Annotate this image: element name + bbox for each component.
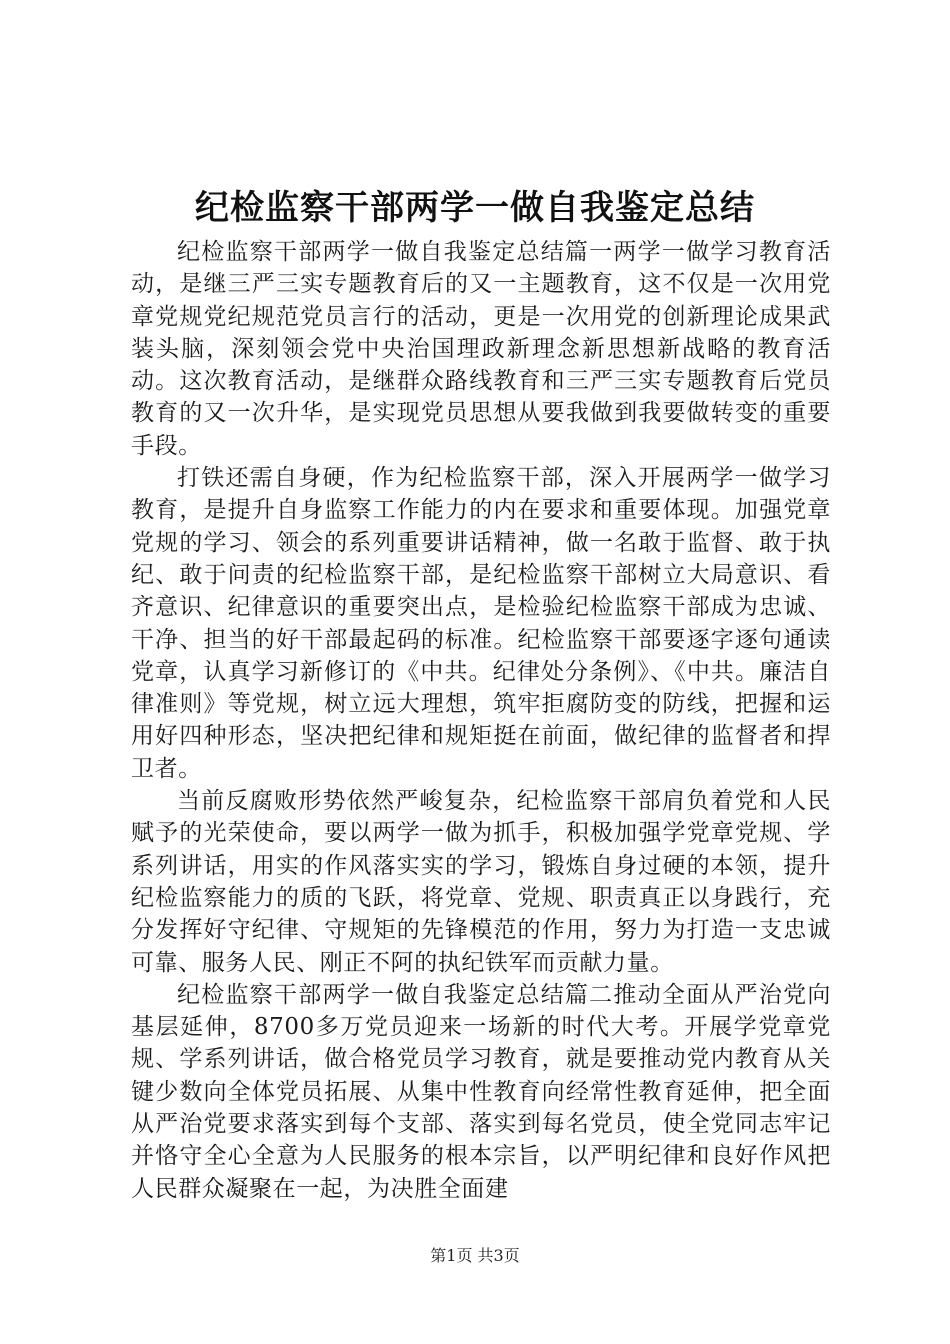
paragraph-2: 打铁还需自身硬，作为纪检监察干部，深入开展两学一做学习教育，是提升自身监察工作能力的内在要求和重要体现。加强党章党规的学习、领会的系列重要讲话精神，做一名敢于监督、敢于执纪、敢于问责的纪检监察干部，是纪检监察干部树立大局意识、看齐意识、纪律意识的重要突出点，是检验纪检监察干部成为忠诚、干净、担当的好干部最起码的标准。纪检监察干部要逐字逐句通读党章，认真学习新修订的《中共。纪律处分条例》、《中共。廉洁自律准则》等党规，树立远大理想，筑牢拒腐防变的防线，把握和运用好四种形态，坚决把纪律和规矩挺在前面，做纪律的监督者和捍卫者。 xyxy=(131,465,831,782)
document-title: 纪检监察干部两学一做自我鉴定总结 xyxy=(195,188,755,228)
page-number-footer: 第1页 共3页 xyxy=(430,1246,520,1265)
paragraph-3: 当前反腐败形势依然严峻复杂，纪检监察干部肩负着党和人民赋予的光荣使命，要以两学一做为抓手，积极加强学党章党规、学系列讲话，用实的作风落实实的学习，锻炼自身过硬的本领，提升纪检监察能力的质的飞跃，将党章、党规、职责真正以身践行，充分发挥好守纪律、守规矩的先锋模范的作用，努力为打造一支忠诚可靠、服务人民、刚正不阿的执纪铁军而贡献力量。 xyxy=(131,788,831,976)
document-body xyxy=(131,236,831,1205)
paragraph-1: 纪检监察干部两学一做自我鉴定总结篇一两学一做学习教育活动，是继三严三实专题教育后的又一主题教育，这不仅是一次用党章党规党纪规范党员言行的活动，更是一次用党的创新理论成果武装头脑，深刻领会党中央治国理政新理念新思想新战略的教育活动。这次教育活动，是继群众路线教育和三严三实专题教育后党员教育的又一次升华，是实现党员思想从要我做到我要做转变的重要手段。 xyxy=(131,239,831,459)
paragraph-4: 纪检监察干部两学一做自我鉴定总结篇二推动全面从严治党向基层延伸，8700多万党员迎来一场新的时代大考。开展学党章党规、学系列讲话，做合格党员学习教育，就是要推动党内教育从关键少数向全体党员拓展、从集中性教育向经常性教育延伸，把全面从严治党要求落实到每个支部、落实到每名党员，使全党同志牢记并恪守全心全意为人民服务的根本宗旨，以严明纪律和良好作风把人民群众凝聚在一起，为决胜全面建 xyxy=(131,981,831,1202)
